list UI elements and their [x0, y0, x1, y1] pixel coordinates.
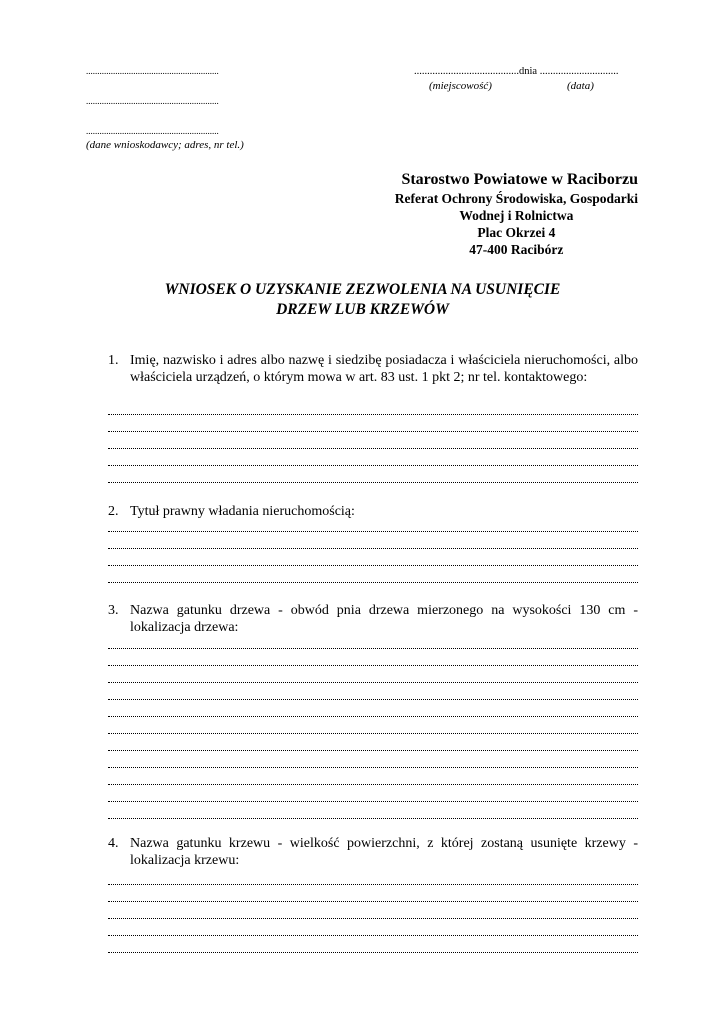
addressee-department-1: Referat Ochrony Środowiska, Gospodarki	[394, 191, 638, 206]
answer-line[interactable]	[108, 689, 638, 700]
applicant-caption: (dane wnioskodawcy; adres, nr tel.)	[86, 139, 244, 151]
addressee-street: Plac Okrzei 4	[477, 225, 556, 240]
answer-line[interactable]	[108, 538, 638, 549]
answer-line[interactable]	[108, 874, 638, 885]
addressee-department-2: Wodnej i Rolnictwa	[459, 208, 574, 223]
answer-line[interactable]	[108, 891, 638, 902]
answer-line[interactable]	[108, 404, 638, 415]
question-4	[108, 835, 638, 869]
place-caption: (miejscowość)	[429, 80, 492, 92]
question-1	[108, 352, 638, 386]
answer-line[interactable]	[108, 438, 638, 449]
question-3	[108, 602, 638, 636]
question-1-number: 1.	[108, 353, 119, 368]
answer-line[interactable]	[108, 908, 638, 919]
question-4-number: 4.	[108, 836, 119, 851]
addressee-name: Starostwo Powiatowe w Raciborzu	[401, 171, 638, 188]
answer-line[interactable]	[108, 521, 638, 532]
answer-line[interactable]	[108, 421, 638, 432]
form-title-line-2: DRZEW LUB KRZEWÓW	[276, 301, 449, 318]
question-2	[108, 503, 638, 520]
question-3-text: Nazwa gatunku drzewa - obwód pnia drzewa mierzonego na wysokości 130 cm - lokalizacja drzewa:	[130, 603, 638, 635]
applicant-line-1[interactable]: ...........................................................	[86, 66, 219, 76]
answer-line[interactable]	[108, 672, 638, 683]
form-title-line-1: WNIOSEK O UZYSKANIE ZEZWOLENIA NA USUNIĘCIE	[164, 281, 561, 298]
answer-line[interactable]	[108, 791, 638, 802]
answer-line[interactable]	[108, 808, 638, 819]
answer-line[interactable]	[108, 655, 638, 666]
answer-line[interactable]	[108, 925, 638, 936]
answer-line[interactable]	[108, 472, 638, 483]
question-2-text: Tytuł prawny władania nieruchomością:	[130, 504, 355, 519]
answer-line[interactable]	[108, 555, 638, 566]
answer-line[interactable]	[108, 455, 638, 466]
applicant-line-2[interactable]: ...........................................................	[86, 96, 219, 106]
answer-line[interactable]	[108, 706, 638, 717]
date-caption: (data)	[567, 80, 594, 92]
answer-line[interactable]	[108, 638, 638, 649]
answer-line[interactable]	[108, 942, 638, 953]
applicant-line-3[interactable]: ...........................................................	[86, 126, 219, 136]
answer-line[interactable]	[108, 774, 638, 785]
answer-line[interactable]	[108, 740, 638, 751]
addressee-city: 47-400 Racibórz	[469, 242, 564, 257]
question-1-text: Imię, nazwisko i adres albo nazwę i siedzibę posiadacza i właściciela nieruchomości, albo właściciela urządzeń, o którym mowa w art. 83 ust. 1 pkt 2; nr tel. kontaktowego:	[130, 353, 638, 385]
answer-line[interactable]	[108, 757, 638, 768]
answer-line[interactable]	[108, 572, 638, 583]
answer-line[interactable]	[108, 723, 638, 734]
question-3-number: 3.	[108, 603, 119, 618]
question-4-text: Nazwa gatunku krzewu - wielkość powierzchni, z której zostaną usunięte krzewy - lokalizacja krzewu:	[130, 836, 638, 868]
addressee-block	[395, 170, 638, 258]
question-2-number: 2.	[108, 504, 119, 519]
place-date-line[interactable]: ........................................dnia ..............................	[414, 66, 619, 77]
